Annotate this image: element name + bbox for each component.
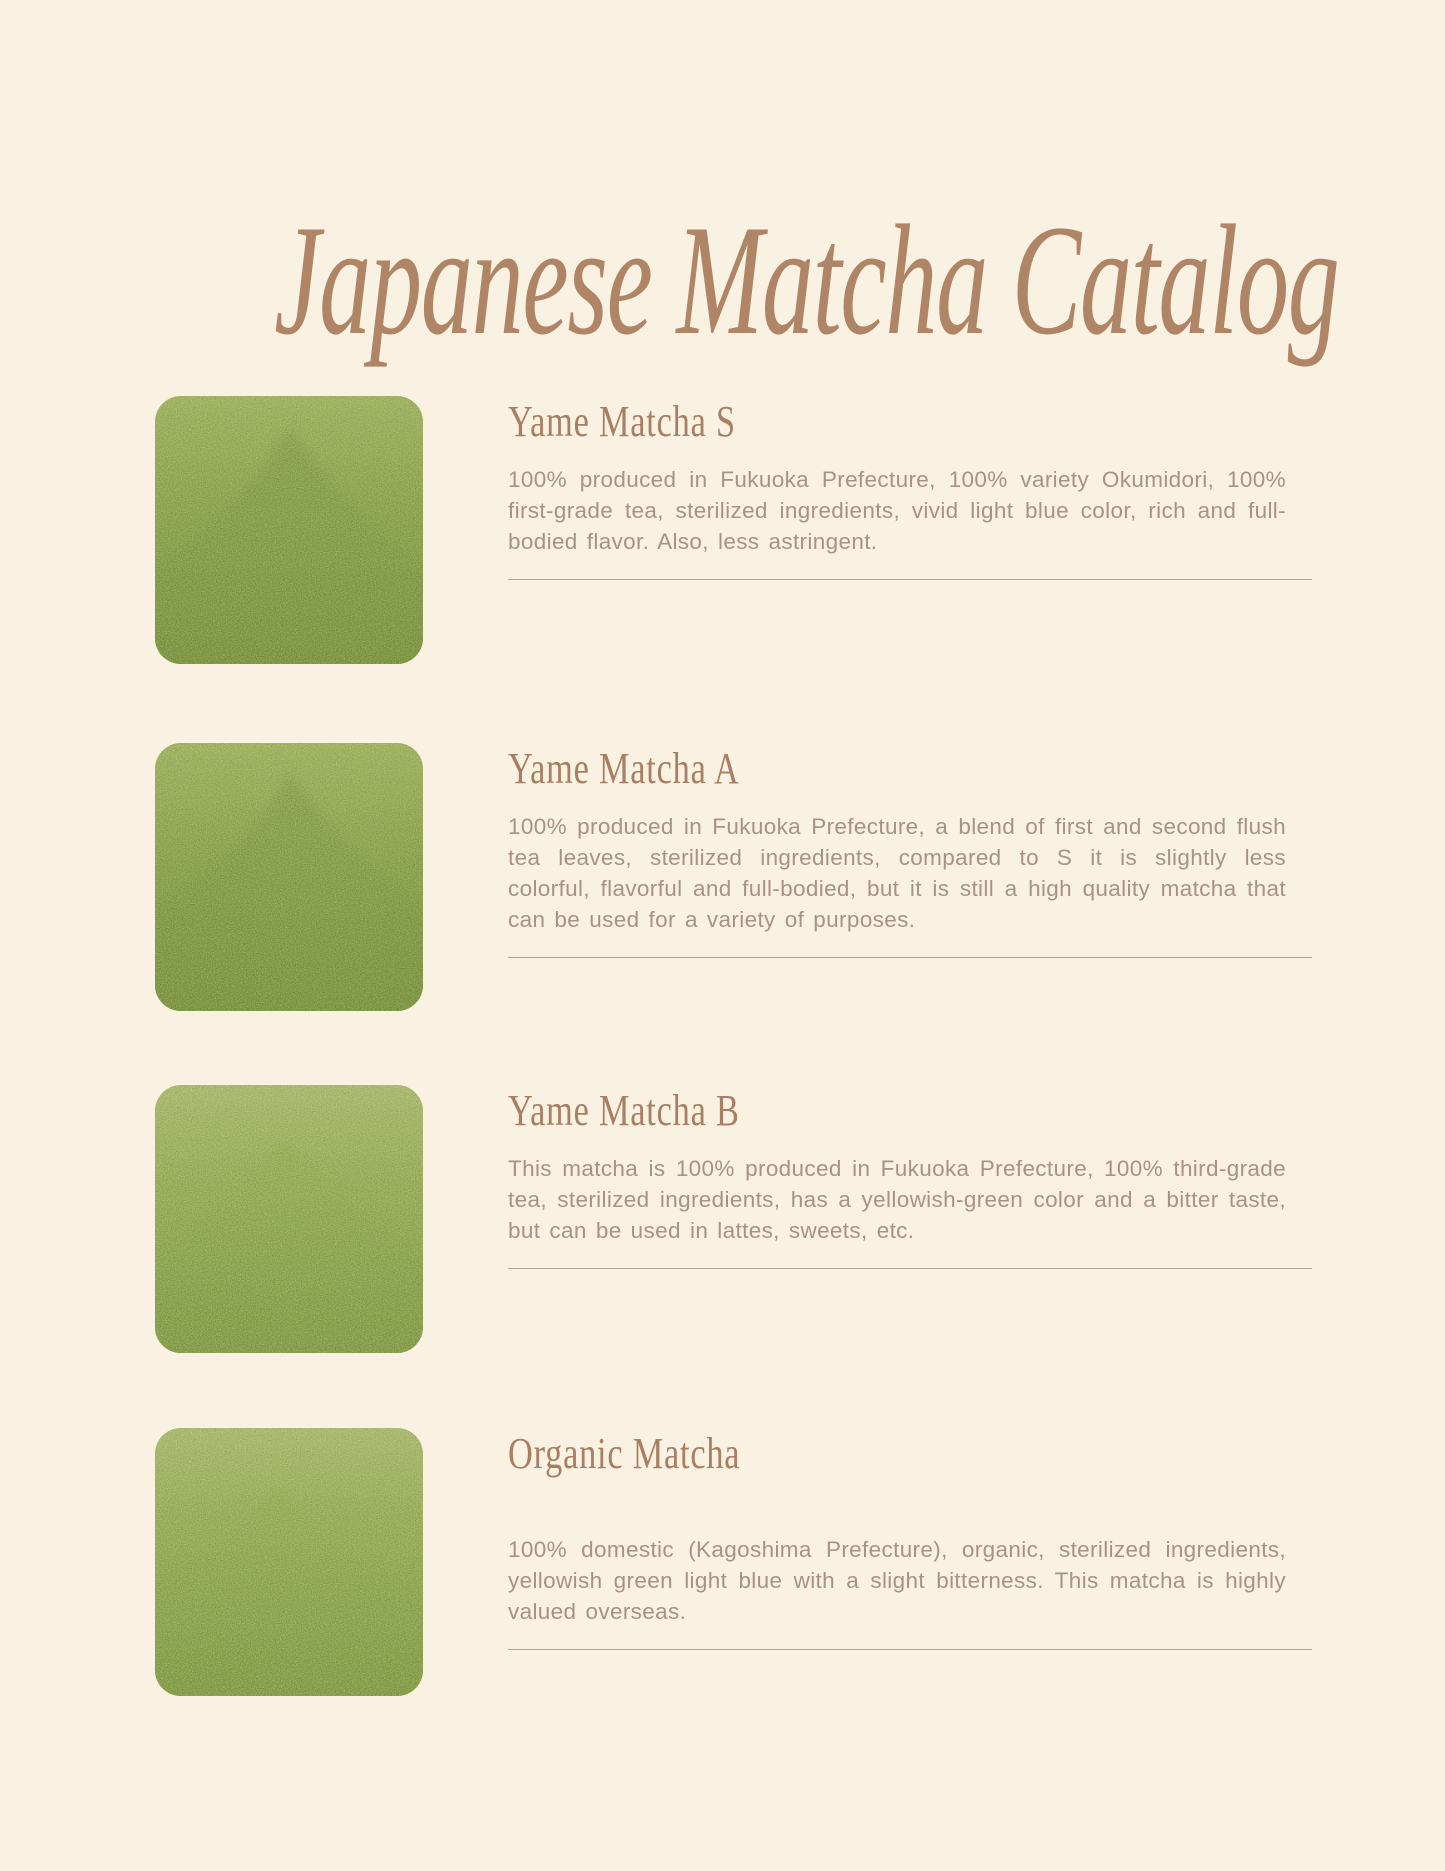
entry-description: 100% produced in Fukuoka Prefecture, a blend of first and second flush tea leaves, sterilized ingredients, compared to S it is slightly less colorful, flavorful and full-bodied, but it is still a high quality matcha that can be used for a variety of purposes. <box>508 814 1286 932</box>
entry-content <box>508 396 1312 580</box>
matcha-powder-photo <box>155 1085 423 1353</box>
page-title: Japanese Matcha Catalog <box>274 192 1339 368</box>
entry-content <box>508 1428 1312 1650</box>
catalog-entry <box>155 1085 1312 1353</box>
entry-description: 100% produced in Fukuoka Prefecture, 100% variety Okumidori, 100% first-grade tea, sterilized ingredients, vivid light blue color, rich and full-bodied flavor. Also, less astringent. <box>508 467 1286 554</box>
entry-title: Yame Matcha B <box>508 1086 740 1135</box>
matcha-powder-image <box>155 1428 423 1696</box>
divider-line <box>508 579 1312 580</box>
matcha-powder-photo <box>155 396 423 664</box>
entry-description: 100% domestic (Kagoshima Prefecture), organic, sterilized ingredients, yellowish green light blue with a slight bitterness. This matcha is highly valued overseas. <box>508 1537 1286 1624</box>
entry-title: Yame Matcha S <box>508 397 736 446</box>
entry-title: Organic Matcha <box>508 1429 741 1478</box>
entry-description: This matcha is 100% produced in Fukuoka Prefecture, 100% third-grade tea, sterilized ingredients, has a yellowish-green color and a bitter taste, but can be used in lattes, sweets, etc. <box>508 1156 1286 1243</box>
divider-line <box>508 957 1312 958</box>
entry-title: Yame Matcha A <box>508 744 740 793</box>
catalog-entry <box>155 396 1312 664</box>
matcha-powder-photo <box>155 1428 423 1696</box>
entry-content <box>508 743 1312 958</box>
matcha-powder-image <box>155 1085 423 1353</box>
catalog-entry <box>155 743 1312 1011</box>
matcha-powder-image <box>155 396 423 664</box>
matcha-powder-photo <box>155 743 423 1011</box>
divider-line <box>508 1649 1312 1650</box>
matcha-powder-image <box>155 743 423 1011</box>
divider-line <box>508 1268 1312 1269</box>
catalog-entry <box>155 1428 1312 1696</box>
entry-content <box>508 1085 1312 1269</box>
